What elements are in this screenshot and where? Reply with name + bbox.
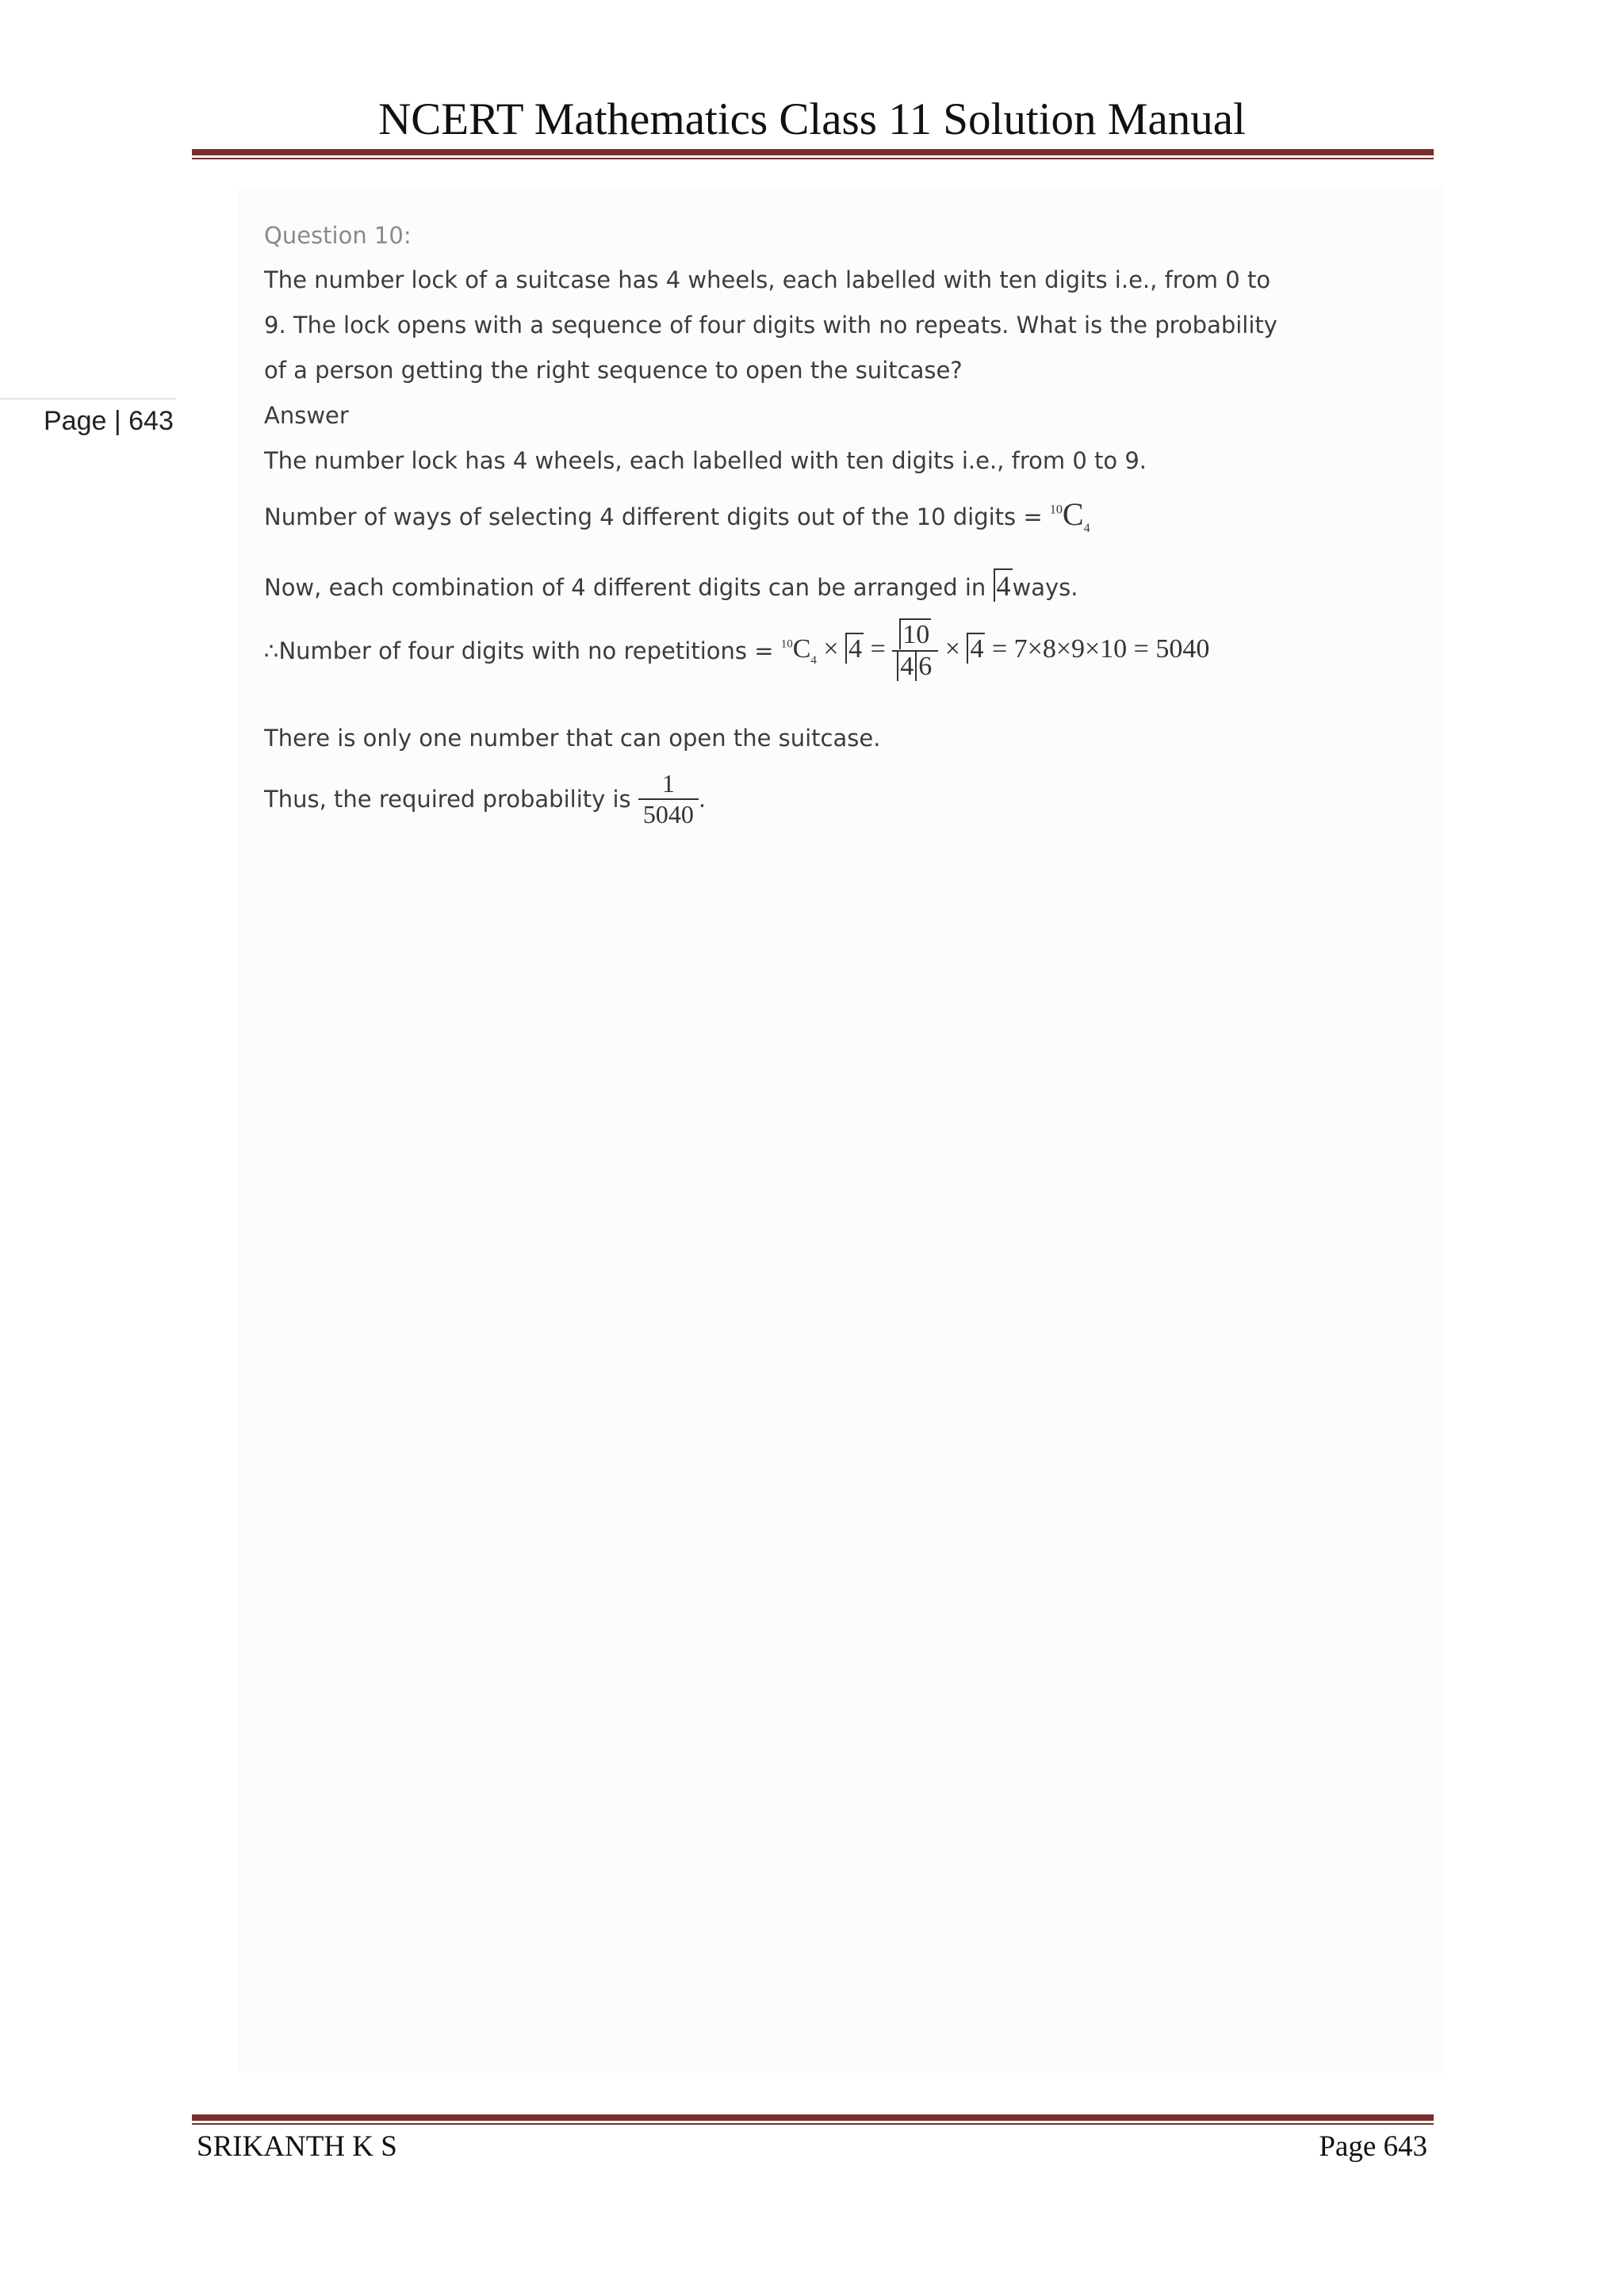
line2-text: Number of ways of selecting 4 different digits out of the 10 digits = <box>264 503 1043 530</box>
line4-text: ∴Number of four digits with no repetitions = <box>264 637 774 664</box>
line3-text-b: ways. <box>1012 574 1078 601</box>
question-label: Question 10: <box>264 222 412 249</box>
question-line-3: of a person getting the right sequence to open the suitcase? <box>264 357 963 384</box>
footer-author: SRIKANTH K S <box>197 2130 397 2163</box>
answer-line-4 <box>264 620 1209 682</box>
probability-denominator: 5040 <box>642 800 694 828</box>
answer-label: Answer <box>264 402 349 429</box>
margin-divider <box>0 398 176 400</box>
times-sign: × <box>823 633 839 664</box>
line4-expression <box>780 620 1210 681</box>
equals-sign: = <box>870 633 886 664</box>
answer-line-1: The number lock has 4 wheels, each labelled with ten digits i.e., from 0 to 9. <box>264 447 1147 474</box>
answer-line-3 <box>264 569 1078 603</box>
fraction-denominator <box>892 652 938 682</box>
footer-page-number: Page 643 <box>1319 2130 1427 2163</box>
line6-text: Thus, the required probability is <box>264 786 631 813</box>
product-result: = 7×8×9×10 = 5040 <box>991 633 1210 664</box>
combo-sub: 4 <box>810 653 817 667</box>
combo-pre: 10 <box>1049 503 1063 517</box>
times-sign-2: × <box>944 633 960 664</box>
probability-fraction <box>638 769 699 829</box>
combination-10c4 <box>1049 496 1090 535</box>
factorial-4-b: 4 <box>967 633 985 664</box>
probability-numerator: 1 <box>638 769 699 800</box>
factorial-fraction <box>892 620 938 682</box>
answer-line-6 <box>264 769 706 829</box>
factorial-6: 6 <box>915 650 933 681</box>
header-rule <box>192 149 1434 159</box>
combo-pre: 10 <box>780 637 793 651</box>
combo-sub: 4 <box>1083 522 1090 535</box>
footer-rule <box>192 2114 1434 2125</box>
fraction-numerator <box>892 620 938 652</box>
question-line-1: The number lock of a suitcase has 4 wheels, each labelled with ten digits i.e., from 0 to <box>264 266 1271 293</box>
answer-line-2 <box>264 496 1090 536</box>
factorial-4: 4 <box>994 568 1013 602</box>
factorial-4: 4 <box>897 650 915 681</box>
factorial-10: 10 <box>899 618 931 649</box>
combo-sym: C <box>792 633 811 664</box>
question-line-2: 9. The lock opens with a sequence of four digits with no repeats. What is the probability <box>264 312 1277 339</box>
answer-line-5: There is only one number that can open the suitcase. <box>264 725 881 752</box>
factorial-4: 4 <box>845 633 864 664</box>
page-header-title: NCERT Mathematics Class 11 Solution Manual <box>378 94 1246 144</box>
line3-text-a: Now, each combination of 4 different digits can be arranged in <box>264 574 986 601</box>
combo-sym: C <box>1062 496 1084 532</box>
margin-page-label: Page | 643 <box>44 406 174 436</box>
line6-end: . <box>698 786 707 813</box>
